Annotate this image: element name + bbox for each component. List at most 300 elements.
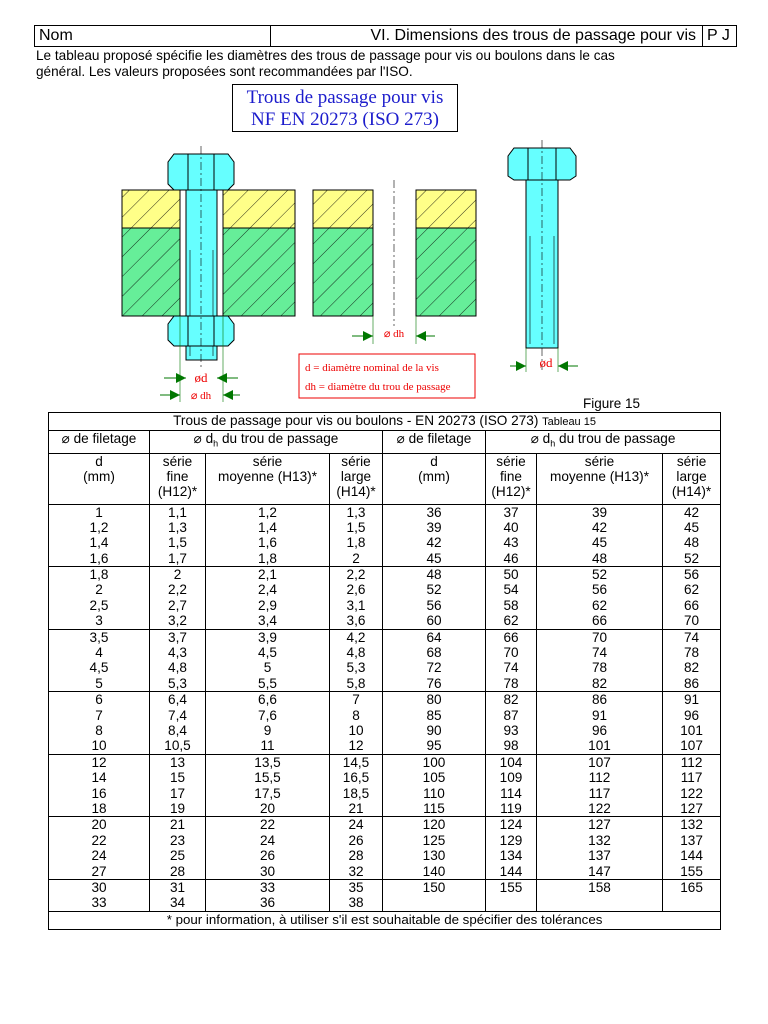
group-header-filetage-right: ⌀ de filetage [383,431,486,453]
cell-value: 42 [426,535,442,551]
legend-line-2: dh = diamètre du trou de passage [305,381,451,393]
cell-value: 56 [683,567,700,583]
cell-value: 68 [426,645,442,661]
cell-value: 8 [95,723,103,738]
cell-value: 62 [503,613,519,629]
cell-value: 8,4 [168,723,187,738]
cell-value: 2,7 [168,597,187,613]
cell-value: 2 [352,550,360,566]
dim-label-d: ød [194,370,208,385]
intro-line-1: Le tableau proposé spécifie les diamètres des trous de passage pour vis ou boulons dans le cas [36,48,615,63]
cell-value: 132 [588,832,611,848]
cell-value: 1,8 [258,550,277,566]
cell-value: 19 [169,800,186,816]
table-cell [486,817,537,880]
table-cell [150,817,206,880]
cell-value: 76 [426,675,442,691]
table-cell [486,567,537,630]
table-cell [383,567,486,630]
legend-box [299,354,475,398]
cell-value: 3,7 [168,629,187,645]
cell-value: 1,5 [168,535,187,551]
cell-value: 78 [683,645,700,661]
table-body [49,504,721,911]
cell-value: 14,5 [342,754,370,770]
cell-value: 48 [426,567,442,583]
table-cell [537,879,663,911]
table-cell [150,692,206,755]
cell-value: 132 [680,817,703,833]
cell-value: 129 [499,832,523,848]
group-header-dh-right: ⌀ $d_h$ du trou de passage [486,431,721,453]
dim-label-dh: ⌀ dh [190,390,212,402]
cell-value: 117 [588,785,611,801]
cell-value: 22 [91,832,107,848]
cell-value: 1,3 [346,504,366,520]
table-row [49,692,721,755]
cell-value: 10 [348,723,364,738]
cell-value: 52 [426,582,442,598]
cell-value: 3,5 [89,629,109,645]
cell-value: 82 [503,692,519,708]
cell-value: 10,5 [164,738,191,754]
table-cell [663,692,721,755]
cell-value: 5,8 [346,675,366,691]
figure-title-line-1: Trous de passage pour vis [246,87,444,108]
cell-value: 58 [503,597,519,613]
cell-value: 5,5 [258,675,277,691]
cell-value: 21 [348,800,364,816]
cell-value: 3,4 [258,613,277,629]
cell-value: 165 [680,879,703,895]
pj-field: P J [707,27,730,44]
table-cell [486,504,537,567]
cell-value: 15,5 [254,770,281,786]
cell-value: 1,4 [89,535,109,551]
group-header-dh-left: ⌀ $d_h$ du trou de passage [150,431,383,453]
cell-value: 42 [683,504,700,520]
table-cell [486,629,537,692]
table-cell [383,754,486,817]
table-cell [150,504,206,567]
table-cell [330,817,383,880]
cell-value: 127 [588,817,611,833]
table-cell [330,629,383,692]
cell-value: 16,5 [342,770,370,786]
cell-value: 6,4 [168,692,187,708]
cell-value: 87 [503,707,519,723]
cell-value: 112 [588,770,611,786]
cell-value: 56 [591,582,608,598]
cell-value: 60 [426,613,442,629]
cell-value: 66 [503,629,519,645]
cell-value: 66 [683,597,700,613]
cell-value: 18,5 [342,785,370,801]
cell-value: 122 [680,785,703,801]
cell-value: 96 [591,723,608,738]
cell-value: 18 [91,800,107,816]
cell-value: 36 [259,895,276,911]
cell-value: 62 [683,582,700,598]
cell-value: 104 [499,754,523,770]
cell-value: 134 [499,848,523,864]
cell-value: 1,2 [258,504,277,520]
cell-value: 12 [348,738,364,754]
cell-value: 82 [591,675,608,691]
cell-value: 7,6 [258,707,277,723]
table-cell [49,754,150,817]
cell-value: 35 [348,879,364,895]
cell-value: 43 [503,535,519,551]
cell-value: 2,4 [258,582,277,598]
clearance-hole [313,180,476,344]
table-cell [150,754,206,817]
col-header-d-right: d (mm) [383,453,486,504]
cell-value: 20 [91,817,107,833]
cell-value: 26 [348,832,364,848]
cell-value: 1,6 [89,550,109,566]
table-row [49,504,721,567]
dim-label-d-2: ød [539,355,553,370]
figure-label: Figure 15 [583,396,641,411]
table-cell [330,567,383,630]
table-caption: Trous de passage pour vis ou boulons - EN 20273 (ISO 273) Tableau 15 [49,413,721,431]
table-cell [537,692,663,755]
cell-value: 24 [259,832,276,848]
table-cell [663,567,721,630]
cell-value: 101 [680,723,703,738]
cell-value: 32 [348,863,364,879]
cell-value: 144 [680,848,703,864]
cell-value: 155 [499,879,523,895]
cell-value: 7 [95,707,103,723]
cell-value: 64 [426,629,442,645]
table-cell [150,879,206,911]
table-cell [383,692,486,755]
cell-value: 17 [169,785,186,801]
table-cell [206,629,330,692]
standalone-bolt [508,140,578,372]
cell-value: 93 [503,723,519,738]
cell-value: 109 [499,770,523,786]
table-cell [383,504,486,567]
col-header-fine: série fine (H12)* [150,453,206,504]
table-cell [49,692,150,755]
group-header-filetage-left: ⌀ de filetage [49,431,150,453]
cell-value: 4,5 [258,645,277,661]
cell-value: 1,3 [168,519,187,535]
figure-title-line-2: NF EN 20273 (ISO 273) [251,109,439,130]
cell-value: 2,5 [89,597,109,613]
cell-value: 117 [680,770,703,786]
cell-value: 33 [91,895,107,911]
cell-value: 3,2 [168,613,187,629]
cell-value: 1,5 [346,519,366,535]
col-header-fine-right: série fine (H12)* [486,453,537,504]
cell-value: 20 [259,800,276,816]
table-footnote: * pour information, à utiliser s'il est souhaitable de spécifier des tolérances [49,911,721,929]
cell-value: 52 [683,550,700,566]
cell-value: 13,5 [254,754,281,770]
col-header-d: d (mm) [49,453,150,504]
cell-value: 2,2 [346,567,366,583]
table-ref: Tableau 15 [542,416,596,428]
cell-value: 1 [95,504,103,520]
table-cell [663,817,721,880]
cell-value: 17,5 [254,785,281,801]
cell-value: 4,3 [168,645,187,661]
cell-value: 125 [422,832,446,848]
cell-value: 150 [422,879,446,895]
cell-value: 4,8 [346,645,366,661]
assembled-bolt [122,146,295,402]
cell-value: 91 [683,692,700,708]
cell-value: 86 [683,675,700,691]
cell-value: 3,1 [346,597,366,613]
legend-line-1: d = diamètre nominal de la vis [305,362,439,374]
cell-value: 22 [259,817,276,833]
cell-value: 112 [680,754,703,770]
cell-value: 158 [588,879,611,895]
bolt-hole-drawing [100,140,600,410]
cell-value: 37 [503,504,519,520]
cell-value: 39 [591,504,608,520]
cell-value: 12 [91,754,107,770]
table-cell [206,754,330,817]
cell-value: 110 [423,785,445,801]
cell-value: 40 [503,519,519,535]
table-cell [486,692,537,755]
cell-value: 2,1 [258,567,277,583]
table-cell [330,879,383,911]
cell-value: 86 [591,692,608,708]
column-header-row [49,453,721,504]
cell-value: 1,7 [168,550,187,566]
cell-value: 74 [503,660,519,676]
table-cell [206,567,330,630]
cell-value: 3 [95,613,103,629]
cell-value: 101 [588,738,611,754]
table-cell [206,504,330,567]
cell-value: 11 [260,738,275,754]
cell-value: 28 [348,848,364,864]
cell-value: 95 [426,738,442,754]
table-cell [49,879,150,911]
cell-value: 52 [591,567,608,583]
cell-value: 24 [348,817,364,833]
table-row [49,754,721,817]
table-cell [537,504,663,567]
cell-value: 30 [91,879,107,895]
cell-value: 122 [588,800,611,816]
cell-value: 34 [169,895,186,911]
cell-value: 119 [500,800,522,816]
cell-value: 78 [503,675,519,691]
cell-value: 50 [503,567,519,583]
cell-value: 96 [683,707,700,723]
table-cell [206,692,330,755]
cell-value: 8 [352,707,360,723]
cell-value: 115 [423,800,445,816]
cell-value: 1,1 [168,504,187,520]
cell-value: 4 [95,645,103,661]
cell-value: 9 [263,723,272,738]
cell-value: 3,9 [258,629,277,645]
table-cell [330,754,383,817]
cell-value: 30 [259,863,276,879]
cell-value: 54 [503,582,519,598]
table-cell [330,692,383,755]
cell-value: 78 [591,660,608,676]
cell-value: 45 [426,550,442,566]
cell-value: 2 [173,567,182,583]
cell-value: 33 [259,879,276,895]
cell-value: 5,3 [168,675,187,691]
cell-value: 46 [503,550,519,566]
cell-value: 14 [91,770,107,786]
cell-value: 85 [426,707,442,723]
table-cell [537,817,663,880]
cell-value: 137 [680,832,703,848]
name-field: Nom [35,26,271,46]
cell-value: 45 [591,535,608,551]
cell-value: 45 [683,519,700,535]
table-cell [486,754,537,817]
cell-value: 107 [680,738,703,754]
table-cell [150,567,206,630]
cell-value: 72 [426,660,442,676]
cell-value: 1,6 [258,535,277,551]
cell-value: 2,6 [346,582,366,598]
cell-value: 1,8 [89,567,109,583]
cell-value: 4,5 [89,660,109,676]
table-cell [486,879,537,911]
cell-value: 4,2 [346,629,366,645]
cell-value: 7 [352,692,360,708]
cell-value: 16 [91,785,107,801]
cell-value: 1,4 [258,519,277,535]
cell-value: 4,8 [168,660,187,676]
table-cell [663,504,721,567]
cell-value: 31 [169,879,186,895]
table-cell [49,504,150,567]
cell-value: 137 [588,848,611,864]
cell-value: 56 [426,597,442,613]
table-cell [663,629,721,692]
col-header-large-right: série large (H14)* [663,453,721,504]
cell-value: 90 [426,723,442,738]
col-header-moyenne-right: série moyenne (H13)* [537,453,663,504]
table-cell [663,879,721,911]
cell-value: 114 [500,785,522,801]
table-cell [383,817,486,880]
cell-value: 62 [591,597,608,613]
cell-value: 10 [91,738,107,754]
cell-value: 124 [499,817,523,833]
cell-value: 130 [422,848,446,864]
table-row [49,879,721,911]
cell-value: 5 [263,660,272,676]
cell-value: 105 [422,770,446,786]
cell-value: 48 [591,550,608,566]
table-cell [49,567,150,630]
cell-value: 74 [591,645,608,661]
cell-value: 1,8 [346,535,366,551]
cell-value: 82 [683,660,700,676]
cell-value: 6,6 [258,692,277,708]
cell-value: 25 [169,848,186,864]
cell-value: 6 [95,692,103,708]
page-title: VI. Dimensions des trous de passage pour vis [271,26,703,46]
cell-value: 70 [503,645,519,661]
cell-value: 36 [426,504,442,520]
cell-value: 28 [169,863,186,879]
cell-value: 7,4 [168,707,187,723]
cell-value: 26 [259,848,276,864]
cell-value: 66 [591,613,608,629]
cell-value: 13 [169,754,186,770]
cell-value: 144 [499,863,523,879]
cell-value: 147 [588,863,611,879]
col-header-moyenne: série moyenne (H13)* [206,453,330,504]
cell-value: 80 [426,692,442,708]
cell-value: 3,6 [346,613,366,629]
table-cell [537,629,663,692]
cell-value: 23 [169,832,186,848]
cell-value: 2,2 [168,582,187,598]
cell-value: 42 [591,519,608,535]
table-cell [206,879,330,911]
cell-value: 107 [588,754,611,770]
clearance-hole-table [48,412,721,930]
table-row [49,629,721,692]
intro-line-2: général. Les valeurs proposées sont recommandées par l'ISO. [36,64,413,79]
cell-value: 2 [95,582,103,598]
figure-title-box [232,84,458,132]
cell-value: 5 [95,675,103,691]
dim-label-dh-2: ⌀ dh [383,328,405,340]
table-row [49,567,721,630]
cell-value: 140 [422,863,446,879]
cell-value: 21 [169,817,186,833]
cell-value: 155 [680,863,703,879]
cell-value: 74 [683,629,700,645]
cell-value: 15 [169,770,186,786]
cell-value: 39 [426,519,442,535]
cell-value: 70 [683,613,700,629]
table-cell [537,567,663,630]
cell-value: 127 [680,800,703,816]
cell-value: 24 [91,848,107,864]
table-cell [150,629,206,692]
cell-value: 120 [422,817,446,833]
cell-value: 70 [591,629,608,645]
cell-value: 48 [683,535,700,551]
cell-value: 91 [591,707,608,723]
table-row [49,817,721,880]
table-cell [49,817,150,880]
table-cell [383,629,486,692]
table-cell [49,629,150,692]
table-cell [206,817,330,880]
cell-value: 38 [348,895,364,911]
cell-value: 27 [91,863,107,879]
cell-value: 5,3 [346,660,366,676]
table-cell [330,504,383,567]
table-cell [383,879,486,911]
cell-value: 1,2 [89,519,109,535]
cell-value: 100 [422,754,446,770]
